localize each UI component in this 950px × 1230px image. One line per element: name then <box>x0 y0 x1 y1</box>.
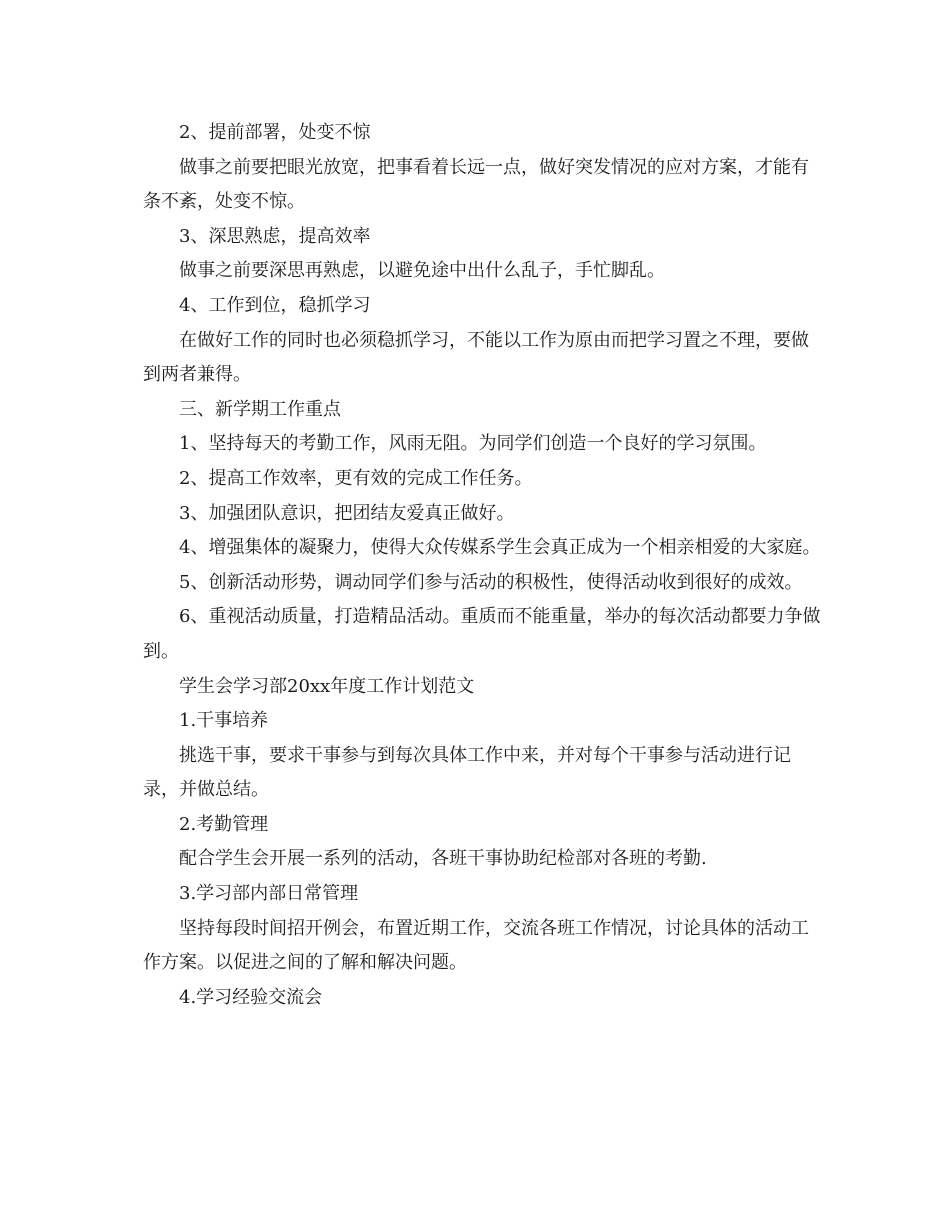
list-item: 1、坚持每天的考勤工作，风雨无阻。为同学们创造一个良好的学习氛围。 <box>179 433 767 455</box>
body-paragraph: 坚持每段时间招开例会，布置近期工作，交流各班工作情况，讨论具体的活动工作方案。以促进之间的了解和解决问题。 <box>143 917 809 974</box>
section-heading: 4.学习经验交流会 <box>179 986 323 1008</box>
body-paragraph: 做事之前要深思再熟虑，以避免途中出什么乱子，手忙脚乱。 <box>179 260 665 282</box>
list-item: 6、重视活动质量，打造精品活动。重质而不能重量，举办的每次活动都要力争做到。 <box>143 606 821 662</box>
document-title: 学生会学习部20xx年度工作计划范文 <box>179 675 475 697</box>
section-heading: 三、新学期工作重点 <box>179 398 341 420</box>
section-heading: 2、提前部署，处变不惊 <box>179 122 371 143</box>
list-item: 2、提高工作效率，更有效的完成工作任务。 <box>179 467 533 489</box>
section-heading: 3.学习部内部日常管理 <box>179 883 359 905</box>
body-paragraph: 做事之前要把眼光放宽，把事看着长远一点，做好突发情况的应对方案，才能有条不紊，处变不惊。 <box>143 156 809 213</box>
body-paragraph: 配合学生会开展一系列的活动，各班干事协助纪检部对各班的考勤. <box>179 848 707 870</box>
section-heading: 1.干事培养 <box>179 710 269 732</box>
section-heading: 3、深思熟虑，提高效率 <box>179 225 371 247</box>
body-paragraph: 在做好工作的同时也必须稳抓学习，不能以工作为原由而把学习置之不理，要做到两者兼得。 <box>143 329 809 386</box>
list-item: 3、加强团队意识，把团结友爱真正做好。 <box>179 502 515 524</box>
section-heading: 4、工作到位，稳抓学习 <box>179 294 371 316</box>
section-heading: 2.考勤管理 <box>179 813 269 835</box>
list-item: 4、增强集体的凝聚力，使得大众传媒系学生会真正成为一个相亲相爱的大家庭。 <box>179 537 821 559</box>
document-body <box>143 116 823 1015</box>
list-item: 5、创新活动形势，调动同学们参与活动的积极性，使得活动收到很好的成效。 <box>179 571 803 593</box>
body-paragraph: 挑选干事，要求干事参与到每次具体工作中来，并对每个干事参与活动进行记录，并做总结。 <box>143 744 791 801</box>
